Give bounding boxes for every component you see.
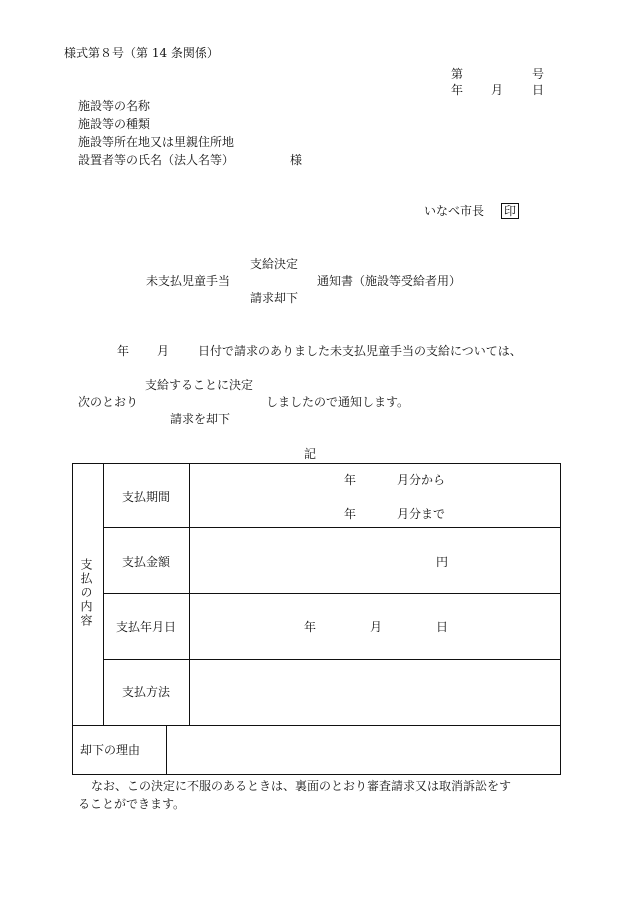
title-option-approve: 支給決定 (250, 257, 299, 271)
facility-address-label: 施設等所在地又は里親住所地 (78, 135, 235, 149)
footnote-line2: ることができます。 (78, 797, 186, 811)
title-subject: 未支払児童手当 (146, 274, 231, 288)
form-number: 様式第８号（第 14 条関係） (64, 46, 219, 60)
payment-date-day: 日 (436, 620, 449, 634)
table-border (72, 463, 561, 775)
title-option-reject: 請求却下 (250, 291, 299, 305)
footnote-line1: なお、この決定に不服のあるときは、裏面のとおり審査請求又は取消訴訟をす (91, 779, 512, 793)
body-closing: しましたので通知します。 (266, 395, 410, 409)
period-from-tail: 月分から (397, 473, 446, 487)
payment-date-month: 月 (370, 620, 383, 634)
date-year: 年 (451, 83, 464, 97)
table-row-line (103, 593, 561, 594)
body-lead: 次のとおり (78, 395, 139, 409)
official-seal: 印 (501, 203, 519, 219)
body-option-reject: 請求を却下 (170, 412, 231, 426)
payment-date-year: 年 (304, 620, 317, 634)
table-row-line (103, 527, 561, 528)
founder-name-label: 設置者等の氏名（法人名等） (78, 153, 235, 167)
issuer-title: いなべ市長 (424, 204, 485, 218)
date-day: 日 (532, 83, 545, 97)
title-suffix: 通知書（施設等受給者用） (317, 274, 462, 288)
rejection-reason-label: 却下の理由 (80, 743, 141, 757)
payment-method-label: 支払方法 (122, 685, 171, 699)
period-to-tail: 月分まで (397, 507, 446, 521)
table-row-line (72, 725, 561, 726)
table-row-line (103, 659, 561, 660)
amount-label: 支払金額 (122, 555, 171, 569)
body-month: 月 (157, 344, 170, 358)
facility-name-label: 施設等の名称 (78, 99, 151, 113)
period-to-year: 年 (344, 507, 357, 521)
table-divider-reason (166, 725, 167, 775)
honorific: 様 (290, 153, 303, 167)
facility-type-label: 施設等の種類 (78, 117, 151, 131)
body-option-approve: 支給することに決定 (145, 378, 254, 392)
table-divider-label (189, 463, 190, 725)
date-month: 月 (491, 83, 504, 97)
record-mark: 記 (304, 447, 317, 461)
amount-unit: 円 (436, 555, 449, 569)
table-group-label: 支払の内容 (79, 558, 93, 628)
body-year: 年 (117, 344, 130, 358)
doc-number-suffix: 号 (532, 67, 545, 81)
table-divider-group (103, 463, 104, 725)
body-intro: 日付で請求のありました未支払児童手当の支給については、 (198, 344, 522, 358)
period-from-year: 年 (344, 473, 357, 487)
doc-number-prefix: 第 (451, 67, 464, 81)
period-label: 支払期間 (122, 490, 171, 504)
payment-date-label: 支払年月日 (116, 620, 177, 634)
